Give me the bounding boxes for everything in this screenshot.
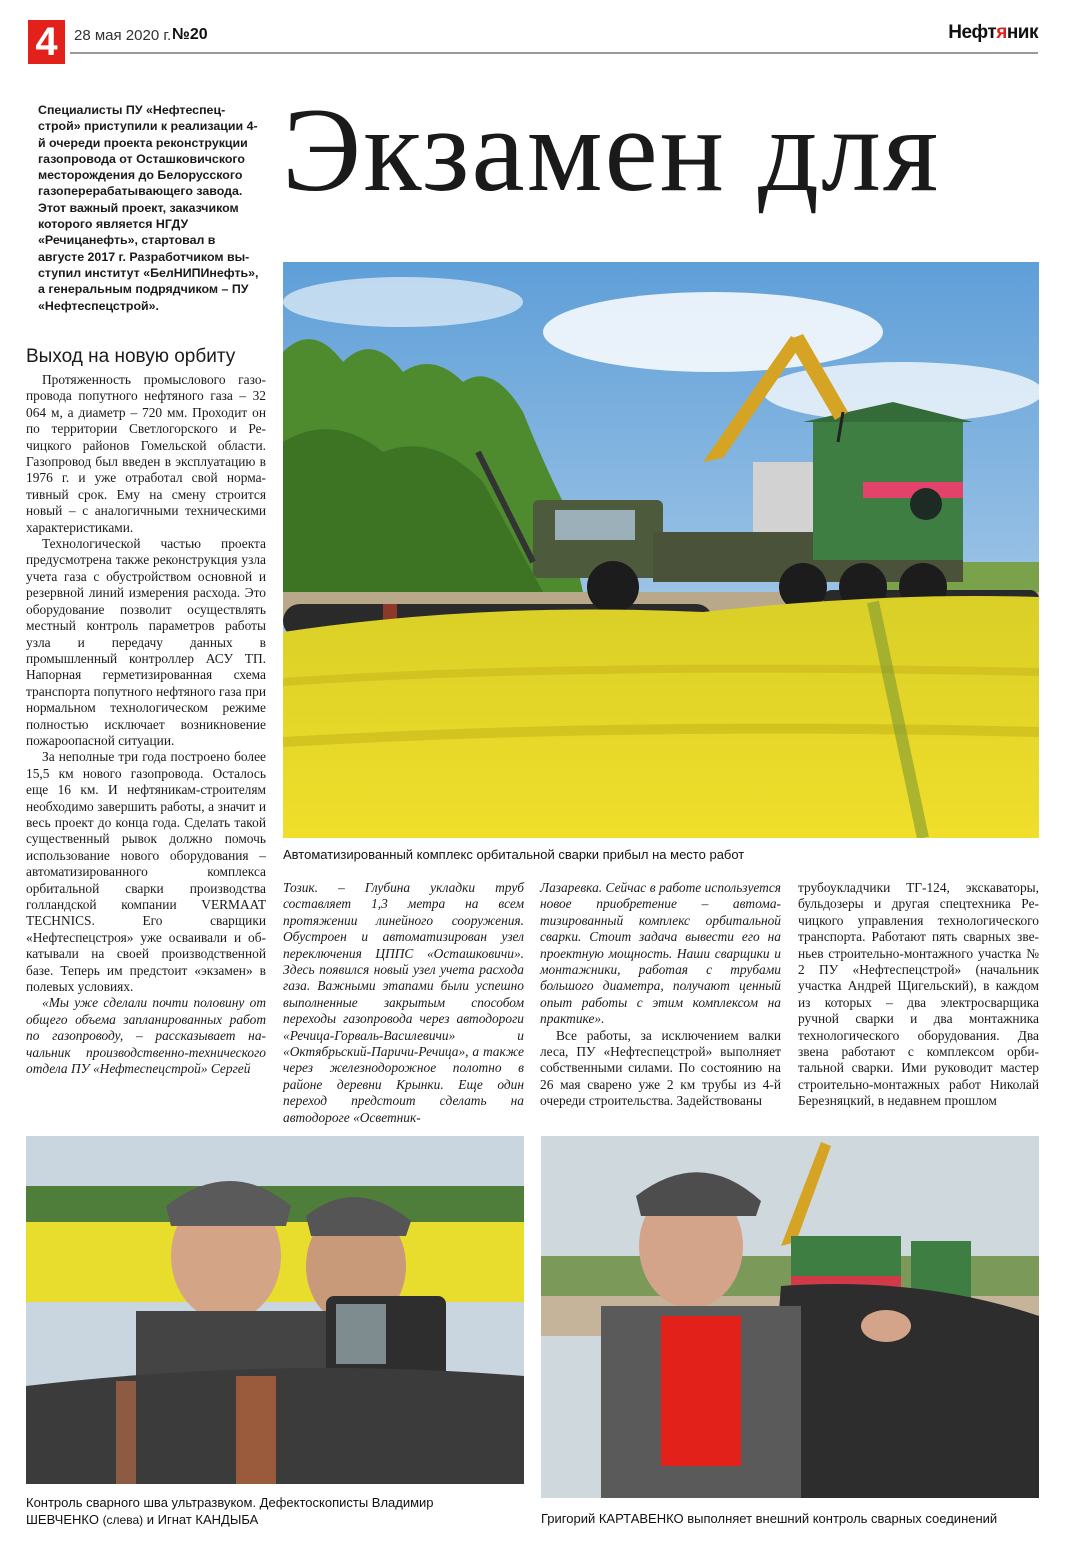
weld-inspection-photo xyxy=(541,1136,1039,1498)
ultrasound-photo-caption xyxy=(26,1494,524,1529)
position-note: (слева) xyxy=(102,1513,144,1527)
paragraph: «Мы уже сделали почти половину от общего объема запланированных работ по газопроводу, – рассказывает начальник производственно-технического отдела ПУ «Нефтеспецстрой» Сергей xyxy=(26,995,266,1077)
article-column-1 xyxy=(26,372,266,1077)
section-subhead: Выход на новую орбиту xyxy=(26,346,236,367)
caption-line: Контроль сварного шва ультразвуком. Дефектоскописты Владимир xyxy=(26,1495,434,1510)
welding-truck-in-rapeseed-field-image xyxy=(283,262,1039,838)
logo-part: ник xyxy=(1006,22,1038,43)
person-name: и Игнат КАНДЫБА xyxy=(146,1512,259,1527)
article-column-3 xyxy=(540,880,781,1110)
ultrasound-inspection-photo xyxy=(26,1136,524,1484)
newspaper-logo[interactable] xyxy=(948,22,1038,44)
article-lead: Специалисты ПУ «Нефтеспецстрой» приступили к реализации 4-й очереди проекта реконструкции газопровода от Осташковичского месторождения до Белорусского газоперерабатывающего завода. Этот важный проект, заказчиком которого является НГДУ «Речицанефть», стартовал в августе 2017 г. Разработчиком выступил институт «БелНИПИнефть», а генеральным подрядчиком – ПУ «Нефтеспецстрой». xyxy=(38,103,259,313)
headline: Экзамен для xyxy=(282,83,941,216)
inspectors-checking-weld-image xyxy=(26,1136,524,1484)
paragraph: Все работы, за исключением валки леса, ПУ «Нефтеспецстрой» выполняет собственными силами. По состоянию на 26 мая сварено уже 2 км трубы из 4-й очереди строительства. Задействованы xyxy=(540,1027,781,1109)
caption-line xyxy=(26,1511,524,1529)
paragraph: Технологической частью проекта предусмотрена также реконструкция узла учета газа с обустройством основной и резервной линий измерения расхода. Это оборудование позволит осуществлять местный контроль параметров работы узла и передачу данных в промышленный контроллер АСУ ТП. Напорная герметизированная схема транспорта попутного нефтяного газа при нормальном технологическом режиме полностью исключает возникновение пожароопасной ситуации. xyxy=(26,536,266,748)
article-column-2 xyxy=(283,880,524,1126)
paragraph: Лазаревка. Сейчас в работе используется новое приобретение – автоматизированный комплекс орбитальной сварки. Стоит задача вывести его на проектную мощность. Наши сварщики и монтажники, работая с трубами большого диаметра, получают ценный опыт работы с этим комплексом на практике». xyxy=(540,880,781,1027)
article-column-4 xyxy=(798,880,1039,1110)
paragraph: За неполные три года построено более 15,5 км нового газопровода. Осталось еще 16 км. И нефтяникам-строителям необходимо завершить работы, а значит и весь проект до конца года. Сделать такой существенный рывок должно помочь использование нового оборудования – автоматизированного комплекса орбитальной сварки производства голландской компании VERMAAT TECHNICS. Его сварщики «Нефтеспецстроя» уже осваивали и обкатывали на своей производственной базе. Теперь им предстоит «экзамен» в полевых условиях. xyxy=(26,749,266,995)
paragraph: Тозик. – Глубина укладки труб составляет 1,3 метра на всем протяжении линейного сооружения. Обустроен и автоматизирован узел переключения ЦППС «Осташковичи». Здесь появился новый узел учета расхода газа. Важными этапами были успешно выполненные закрытым способом переходы газопровода через автодороги «Речица-Горваль-Василевичи» и «Октябрьский-Паричи-Речица», а также через железнодорожное полотно в районе деревни Крынки. Еще один переход предстоит сделать на автодороге «Осветник- xyxy=(283,880,524,1125)
weld-photo-caption: Григорий КАРТАВЕНКО выполняет внешний контроль сварных соединений xyxy=(541,1511,998,1526)
worker-inspecting-welds-image xyxy=(541,1136,1039,1498)
logo-part: Нефт xyxy=(948,22,997,43)
main-photo-caption: Автоматизированный комплекс орбитальной сварки прибыл на место работ xyxy=(283,847,745,862)
issue-date: 28 мая 2020 г. xyxy=(74,27,172,44)
person-name: ШЕВЧЕНКО xyxy=(26,1512,99,1527)
page-number: 4 xyxy=(28,20,65,64)
paragraph: Протяженность промыслового газопровода попутного нефтяного газа – 32 064 м, а диаметр – 720 мм. Проходит он по территории Светлогорского и Речицкого районов Гомельской области. Газопровод был введен в эксплуатацию в 1976 г. и уже отработал свой нормативный срок. Ему на смену строится новый – с аналогичными техническими характеристиками. xyxy=(26,372,266,535)
logo-accent: я xyxy=(996,22,1007,43)
main-photo xyxy=(283,262,1039,838)
issue-number: №20 xyxy=(172,26,208,43)
paragraph: трубоукладчики ТГ-124, экскаваторы, бульдозеры и другая спецтехника Речицкого управления технологического транспорта. Работают пять сварных звеньев строительно-монтажного участка № 2 ПУ «Нефтеспецстрой» (начальник участка Андрей Щигельский), в каждом из которых – два электросварщика ручной сварки и два монтажника технологического оборудования. Два звена работают с комплексом орбитальной сварки. Ими руководит мастер строительно-монтажных работ Николай Березняцкий, в недавнем прошлом xyxy=(798,880,1039,1109)
header-rule xyxy=(70,52,1038,54)
